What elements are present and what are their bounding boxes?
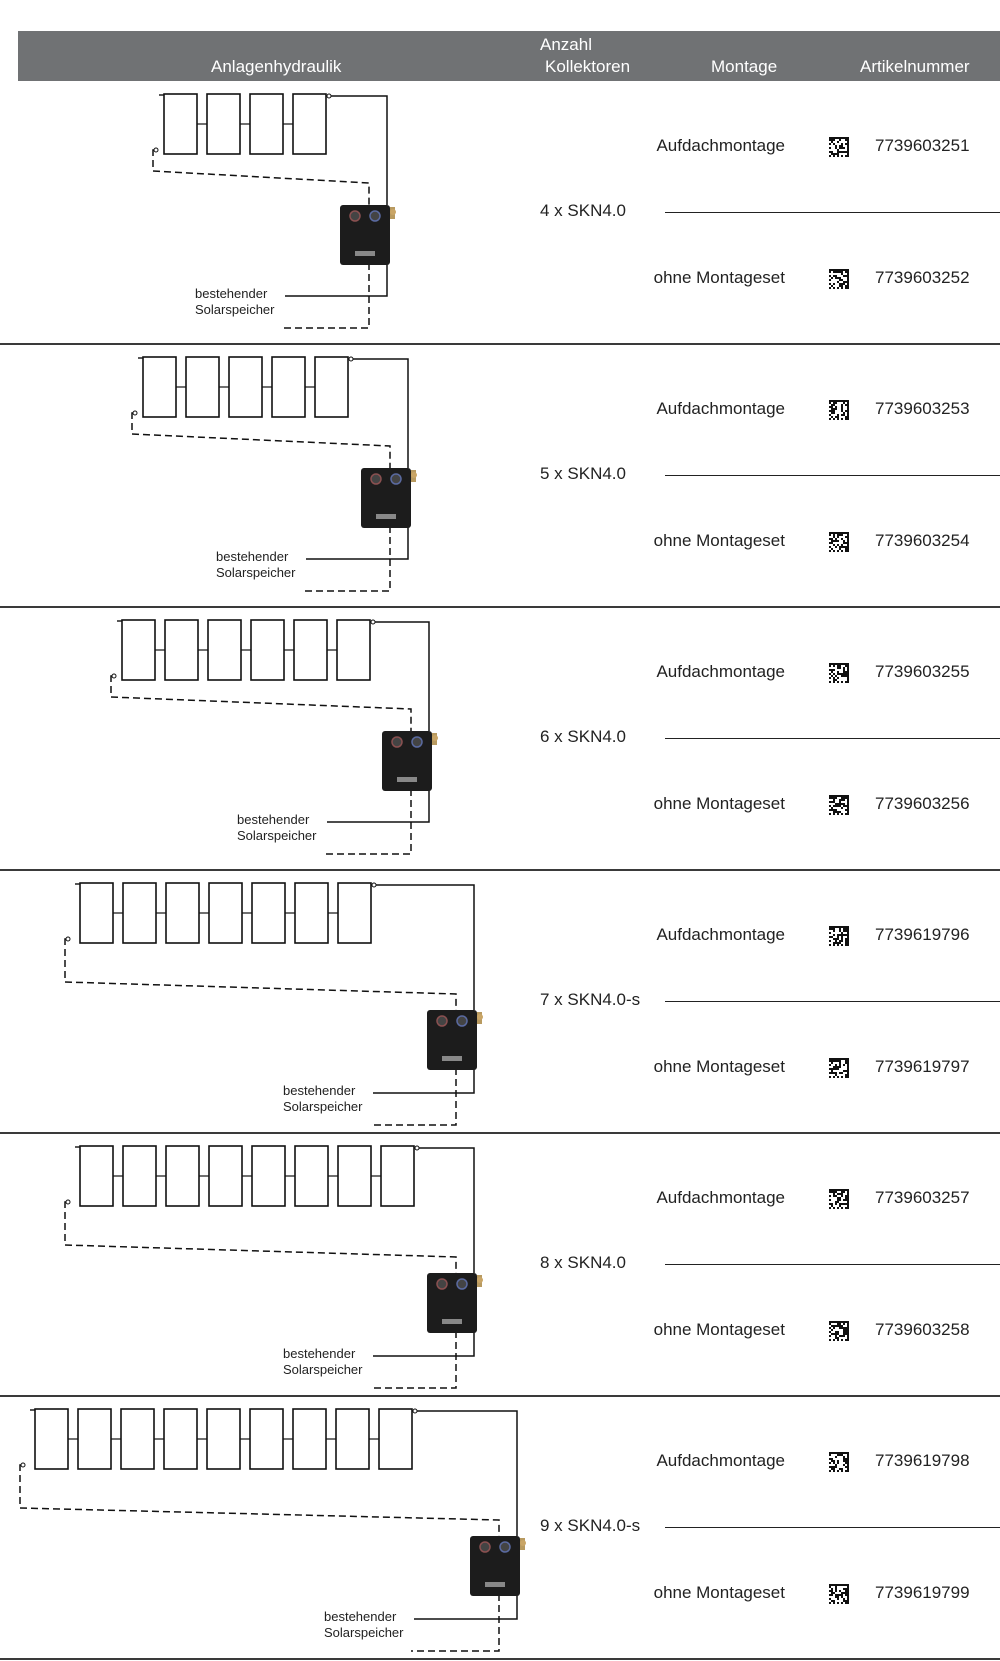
collector-panel-icon	[165, 620, 198, 680]
row-divider	[665, 1264, 1000, 1265]
storage-label	[195, 286, 275, 318]
variant-row	[600, 1186, 1000, 1210]
solar-station-icon	[340, 205, 396, 265]
storage-label-line2: Solarspeicher	[283, 1099, 363, 1114]
datamatrix-code-icon	[829, 1189, 849, 1209]
collector-panel-icon	[252, 1146, 285, 1206]
datamatrix-code-icon	[829, 926, 849, 946]
storage-label	[283, 1083, 363, 1115]
collector-panel-icon	[293, 1409, 326, 1469]
variant-row	[600, 134, 1000, 158]
article-number: 7739603251	[875, 136, 970, 155]
storage-label	[283, 1346, 363, 1378]
hydraulic-diagram	[0, 345, 600, 607]
table-header	[18, 31, 1000, 81]
datamatrix-code-icon	[829, 1584, 849, 1604]
storage-label-line2: Solarspeicher	[216, 565, 296, 580]
row-divider	[665, 212, 1000, 213]
collector-panel-icon	[143, 357, 176, 417]
datamatrix-code-icon	[829, 1058, 849, 1078]
collector-panel-icon	[121, 1409, 154, 1469]
collector-panel-icon	[186, 357, 219, 417]
mount-type: ohne Montageset	[653, 1320, 785, 1339]
column-header-anzahl: Anzahl	[540, 35, 592, 54]
collector-count: 8 x SKN4.0	[540, 1253, 626, 1272]
table-row	[0, 345, 1000, 608]
mount-type: ohne Montageset	[653, 794, 785, 813]
variant-row	[600, 660, 1000, 684]
collector-panel-icon	[272, 357, 305, 417]
variant-row	[600, 1449, 1000, 1473]
mount-type: Aufdachmontage	[656, 662, 785, 681]
solar-station-icon	[382, 731, 438, 791]
datamatrix-code-icon	[829, 663, 849, 683]
article-number: 7739603254	[875, 531, 970, 550]
collector-panel-icon	[35, 1409, 68, 1469]
datamatrix-code-icon	[829, 1452, 849, 1472]
storage-label-line2: Solarspeicher	[283, 1362, 363, 1377]
article-number: 7739603252	[875, 268, 970, 287]
storage-label-line1: bestehender	[195, 286, 268, 301]
collector-panel-icon	[229, 357, 262, 417]
collector-panel-icon	[80, 1146, 113, 1206]
collector-count: 9 x SKN4.0-s	[540, 1516, 641, 1535]
collector-panel-icon	[315, 357, 348, 417]
column-header-anlagenhydraulik: Anlagenhydraulik	[211, 57, 342, 76]
collector-panel-icon	[78, 1409, 111, 1469]
collector-panel-icon	[295, 1146, 328, 1206]
collector-panel-icon	[295, 883, 328, 943]
storage-label-line2: Solarspeicher	[324, 1625, 404, 1640]
article-number: 7739603253	[875, 399, 970, 418]
column-header-kollektoren: Kollektoren	[545, 57, 631, 76]
row-divider	[665, 1527, 1000, 1528]
collector-panel-icon	[294, 620, 327, 680]
article-number: 7739603258	[875, 1320, 970, 1339]
storage-label	[237, 812, 317, 844]
collector-panel-icon	[250, 94, 283, 154]
collector-panel-icon	[208, 620, 241, 680]
datamatrix-code-icon	[829, 400, 849, 420]
collector-count: 7 x SKN4.0-s	[540, 990, 641, 1009]
collector-panel-icon	[164, 94, 197, 154]
table-row	[0, 82, 1000, 345]
datamatrix-code-icon	[829, 1321, 849, 1341]
datamatrix-code-icon	[829, 137, 849, 157]
hydraulic-diagram	[0, 82, 600, 344]
collector-count: 5 x SKN4.0	[540, 464, 626, 483]
variant-row	[600, 1318, 1000, 1342]
article-number: 7739619797	[875, 1057, 970, 1076]
collector-panel-icon	[123, 1146, 156, 1206]
collector-panel-icon	[209, 883, 242, 943]
mount-type: Aufdachmontage	[656, 136, 785, 155]
storage-label-line1: bestehender	[216, 549, 289, 564]
article-number: 7739619799	[875, 1583, 970, 1602]
collector-panel-icon	[207, 1409, 240, 1469]
variant-row	[600, 266, 1000, 290]
variant-row	[600, 397, 1000, 421]
mount-type: Aufdachmontage	[656, 1188, 785, 1207]
storage-label	[216, 549, 296, 581]
variant-row	[600, 792, 1000, 816]
table-row	[0, 1134, 1000, 1397]
collector-panel-icon	[250, 1409, 283, 1469]
solar-station-icon	[361, 468, 417, 528]
collector-panel-icon	[338, 883, 371, 943]
collector-panel-icon	[337, 620, 370, 680]
mount-type: Aufdachmontage	[656, 399, 785, 418]
collector-panel-icon	[164, 1409, 197, 1469]
article-number: 7739603257	[875, 1188, 970, 1207]
mount-type: ohne Montageset	[653, 1583, 785, 1602]
collector-panel-icon	[207, 94, 240, 154]
solar-station-icon	[470, 1536, 526, 1596]
collector-panel-icon	[251, 620, 284, 680]
storage-label-line1: bestehender	[324, 1609, 397, 1624]
mount-type: ohne Montageset	[653, 1057, 785, 1076]
storage-label-line1: bestehender	[237, 812, 310, 827]
storage-label-line1: bestehender	[283, 1346, 356, 1361]
collector-count: 6 x SKN4.0	[540, 727, 626, 746]
article-number: 7739619798	[875, 1451, 970, 1470]
collector-panel-icon	[209, 1146, 242, 1206]
row-divider	[665, 475, 1000, 476]
table-row	[0, 871, 1000, 1134]
collector-panel-icon	[381, 1146, 414, 1206]
storage-label-line2: Solarspeicher	[237, 828, 317, 843]
variant-row	[600, 923, 1000, 947]
datamatrix-code-icon	[829, 532, 849, 552]
storage-label	[324, 1609, 404, 1641]
article-number: 7739603255	[875, 662, 970, 681]
mount-type: Aufdachmontage	[656, 1451, 785, 1470]
mount-type: Aufdachmontage	[656, 925, 785, 944]
collector-panel-icon	[123, 883, 156, 943]
collector-panel-icon	[166, 883, 199, 943]
collector-panel-icon	[338, 1146, 371, 1206]
table-row	[0, 608, 1000, 871]
collector-panel-icon	[166, 1146, 199, 1206]
solar-station-icon	[427, 1273, 483, 1333]
mount-type: ohne Montageset	[653, 268, 785, 287]
variant-row	[600, 1581, 1000, 1605]
storage-label-line2: Solarspeicher	[195, 302, 275, 317]
hydraulic-diagram	[0, 1397, 600, 1659]
variant-row	[600, 529, 1000, 553]
table-row	[0, 1397, 1000, 1660]
datamatrix-code-icon	[829, 269, 849, 289]
row-divider	[665, 738, 1000, 739]
product-table	[0, 82, 1000, 1660]
collector-count: 4 x SKN4.0	[540, 201, 626, 220]
datamatrix-code-icon	[829, 795, 849, 815]
collector-panel-icon	[293, 94, 326, 154]
collector-panel-icon	[80, 883, 113, 943]
collector-panel-icon	[379, 1409, 412, 1469]
collector-panel-icon	[252, 883, 285, 943]
storage-label-line1: bestehender	[283, 1083, 356, 1098]
column-header-artikelnummer: Artikelnummer	[860, 57, 970, 76]
variant-row	[600, 1055, 1000, 1079]
mount-type: ohne Montageset	[653, 531, 785, 550]
column-header-montage: Montage	[711, 57, 778, 76]
solar-station-icon	[427, 1010, 483, 1070]
article-number: 7739603256	[875, 794, 970, 813]
collector-panel-icon	[336, 1409, 369, 1469]
row-divider	[665, 1001, 1000, 1002]
article-number: 7739619796	[875, 925, 970, 944]
collector-panel-icon	[122, 620, 155, 680]
